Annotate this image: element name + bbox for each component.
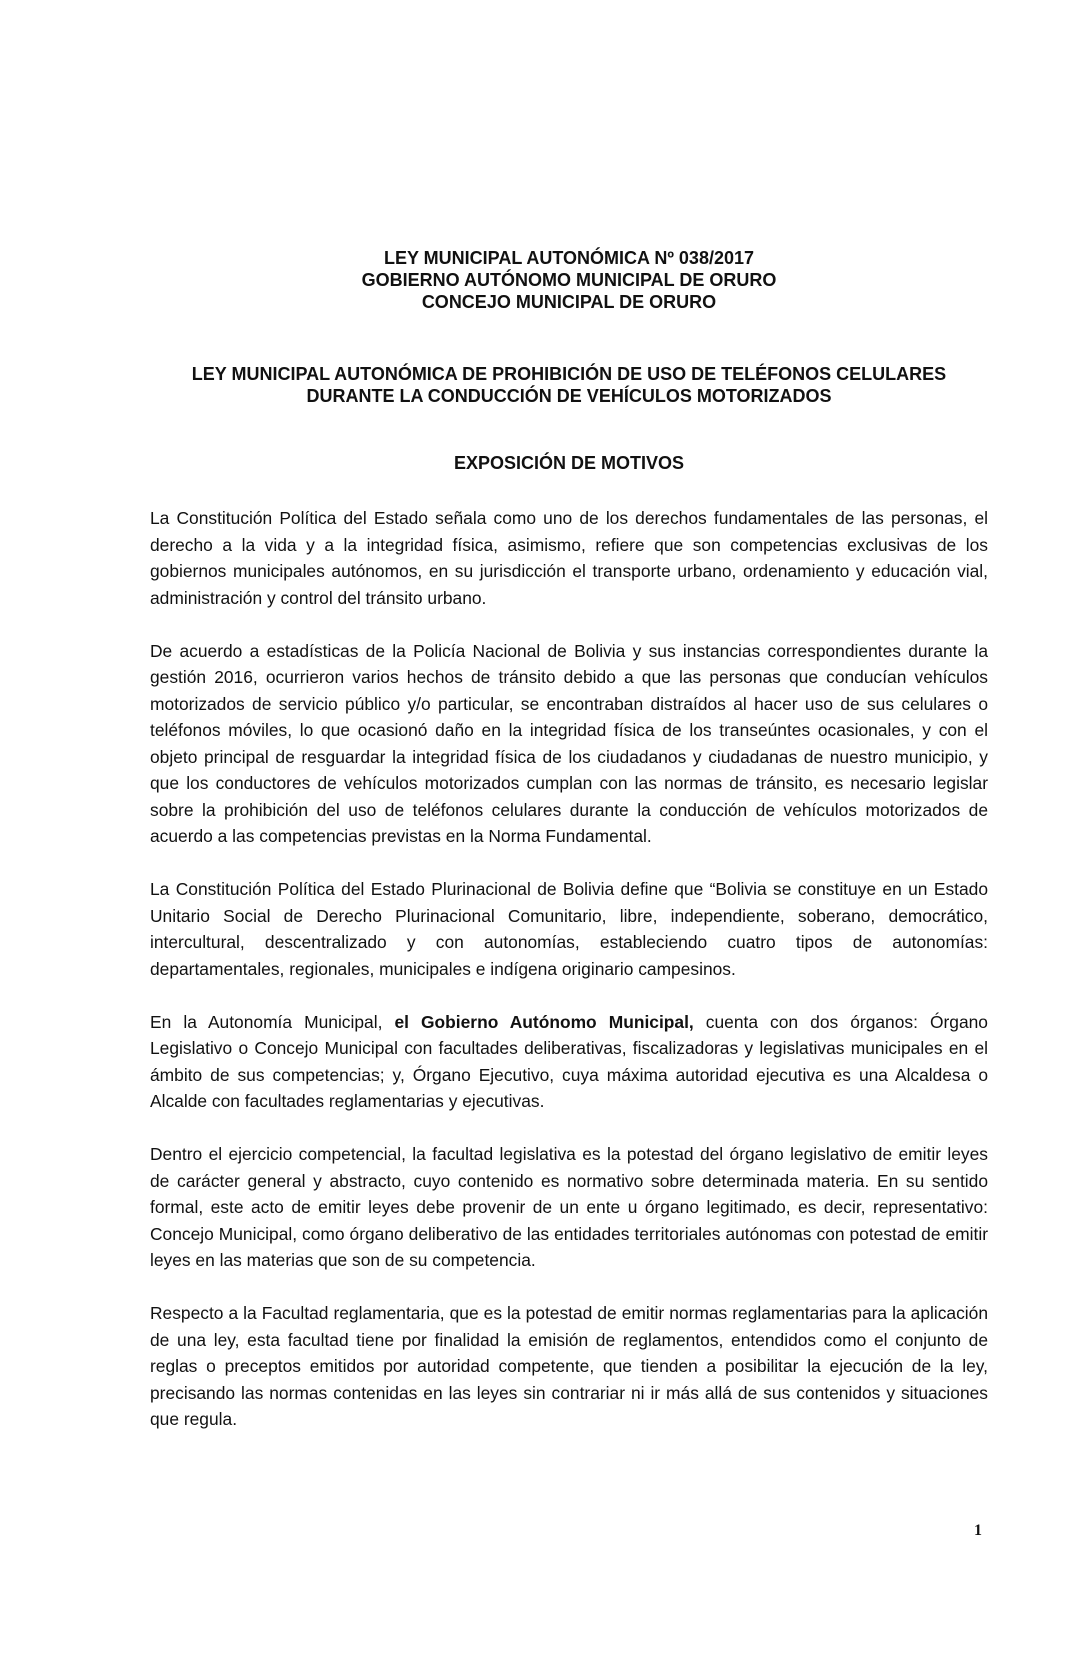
- paragraph: De acuerdo a estadísticas de la Policía Nacional de Bolivia y sus instancias correspondientes durante la gestión 2016, ocurrieron varios hechos de tránsito debido a que las personas que conducían vehículos motorizados de servicio público y/o particular, se encontraban distraídos al hacer uso de sus celulares o teléfonos móviles, lo que ocasionó daño en la integridad física de los transeúntes ocasionales, y con el objeto principal de resguardar la integridad física de los ciudadanos y ciudadanas de nuestro municipio, y que los conductores de vehículos motorizados cumplan con las normas de tránsito, es necesario legislar sobre la prohibición del uso de teléfonos celulares durante la conducción de vehículos motorizados de acuerdo a las competencias previstas en la Norma Fundamental.: [150, 640, 988, 846]
- law-header: [150, 247, 988, 313]
- paragraph: [150, 1009, 988, 1115]
- law-title-line-2: DURANTE LA CONDUCCIÓN DE VEHÍCULOS MOTORIZADOS: [306, 386, 832, 406]
- paragraph: La Constitución Política del Estado señala como uno de los derechos fundamentales de las personas, el derecho a la vida y a la integridad física, asimismo, refiere que son competencias exclusivas de los gobiernos municipales autónomos, en su jurisdicción el transporte urbano, ordenamiento y educación vial, administración y control del tránsito urbano.: [150, 508, 988, 608]
- paragraph: Respecto a la Facultad reglamentaria, que es la potestad de emitir normas reglamentarias para la aplicación de una ley, esta facultad tiene por finalidad la emisión de reglamentos, entendidos como el conjunto de reglas o preceptos emitidos por autoridad competente, que tienden a posibilitar la ejecución de la ley, precisando las normas contenidas en las leyes sin contrariar ni ir más allá de sus contenidos y situaciones que regula.: [150, 1303, 988, 1429]
- paragraph-text: cuenta con dos órganos: Órgano Legislativo o Concejo Municipal con facultades deliberativas, fiscalizadoras y legislativas municipales en el ámbito de sus competencias; y, Órgano Ejecutivo, cuya máxima autoridad ejecutiva es una Alcaldesa o Alcalde con facultades reglamentarias y ejecutivas.: [150, 1011, 988, 1111]
- page-number: 1: [974, 1522, 982, 1539]
- law-number: LEY MUNICIPAL AUTONÓMICA Nº 038/2017: [384, 248, 754, 268]
- law-title-line-1: LEY MUNICIPAL AUTONÓMICA DE PROHIBICIÓN DE USO DE TELÉFONOS CELULARES: [191, 364, 947, 384]
- body-text: [150, 505, 988, 1459]
- bold-emphasis: el Gobierno Autónomo Municipal,: [394, 1011, 694, 1032]
- council-name: CONCEJO MUNICIPAL DE ORURO: [421, 292, 717, 312]
- paragraph: Dentro el ejercicio competencial, la facultad legislativa es la potestad del órgano legislativo de emitir leyes de carácter general y abstracto, cuyo contenido es normativo sobre determinada materia. En su sentido formal, este acto de emitir leyes debe provenir de un ente u órgano legitimado, es decir, representativo: Concejo Municipal, como órgano deliberativo de las entidades territoriales autónomas con potestad de emitir leyes en las materias que son de su competencia.: [150, 1144, 988, 1270]
- paragraph: La Constitución Política del Estado Plurinacional de Bolivia define que “Bolivia se constituye en un Estado Unitario Social de Derecho Plurinacional Comunitario, libre, independiente, soberano, democrático, intercultural, descentralizado y con autonomías, estableciendo cuatro tipos de autonomías: departamentales, regionales, municipales e indígena originario campesinos.: [150, 879, 988, 979]
- section-heading: EXPOSICIÓN DE MOTIVOS: [453, 453, 685, 473]
- government-name: GOBIERNO AUTÓNOMO MUNICIPAL DE ORURO: [361, 270, 777, 290]
- paragraph-text: En la Autonomía Municipal,: [150, 1011, 395, 1032]
- law-title: [150, 363, 988, 407]
